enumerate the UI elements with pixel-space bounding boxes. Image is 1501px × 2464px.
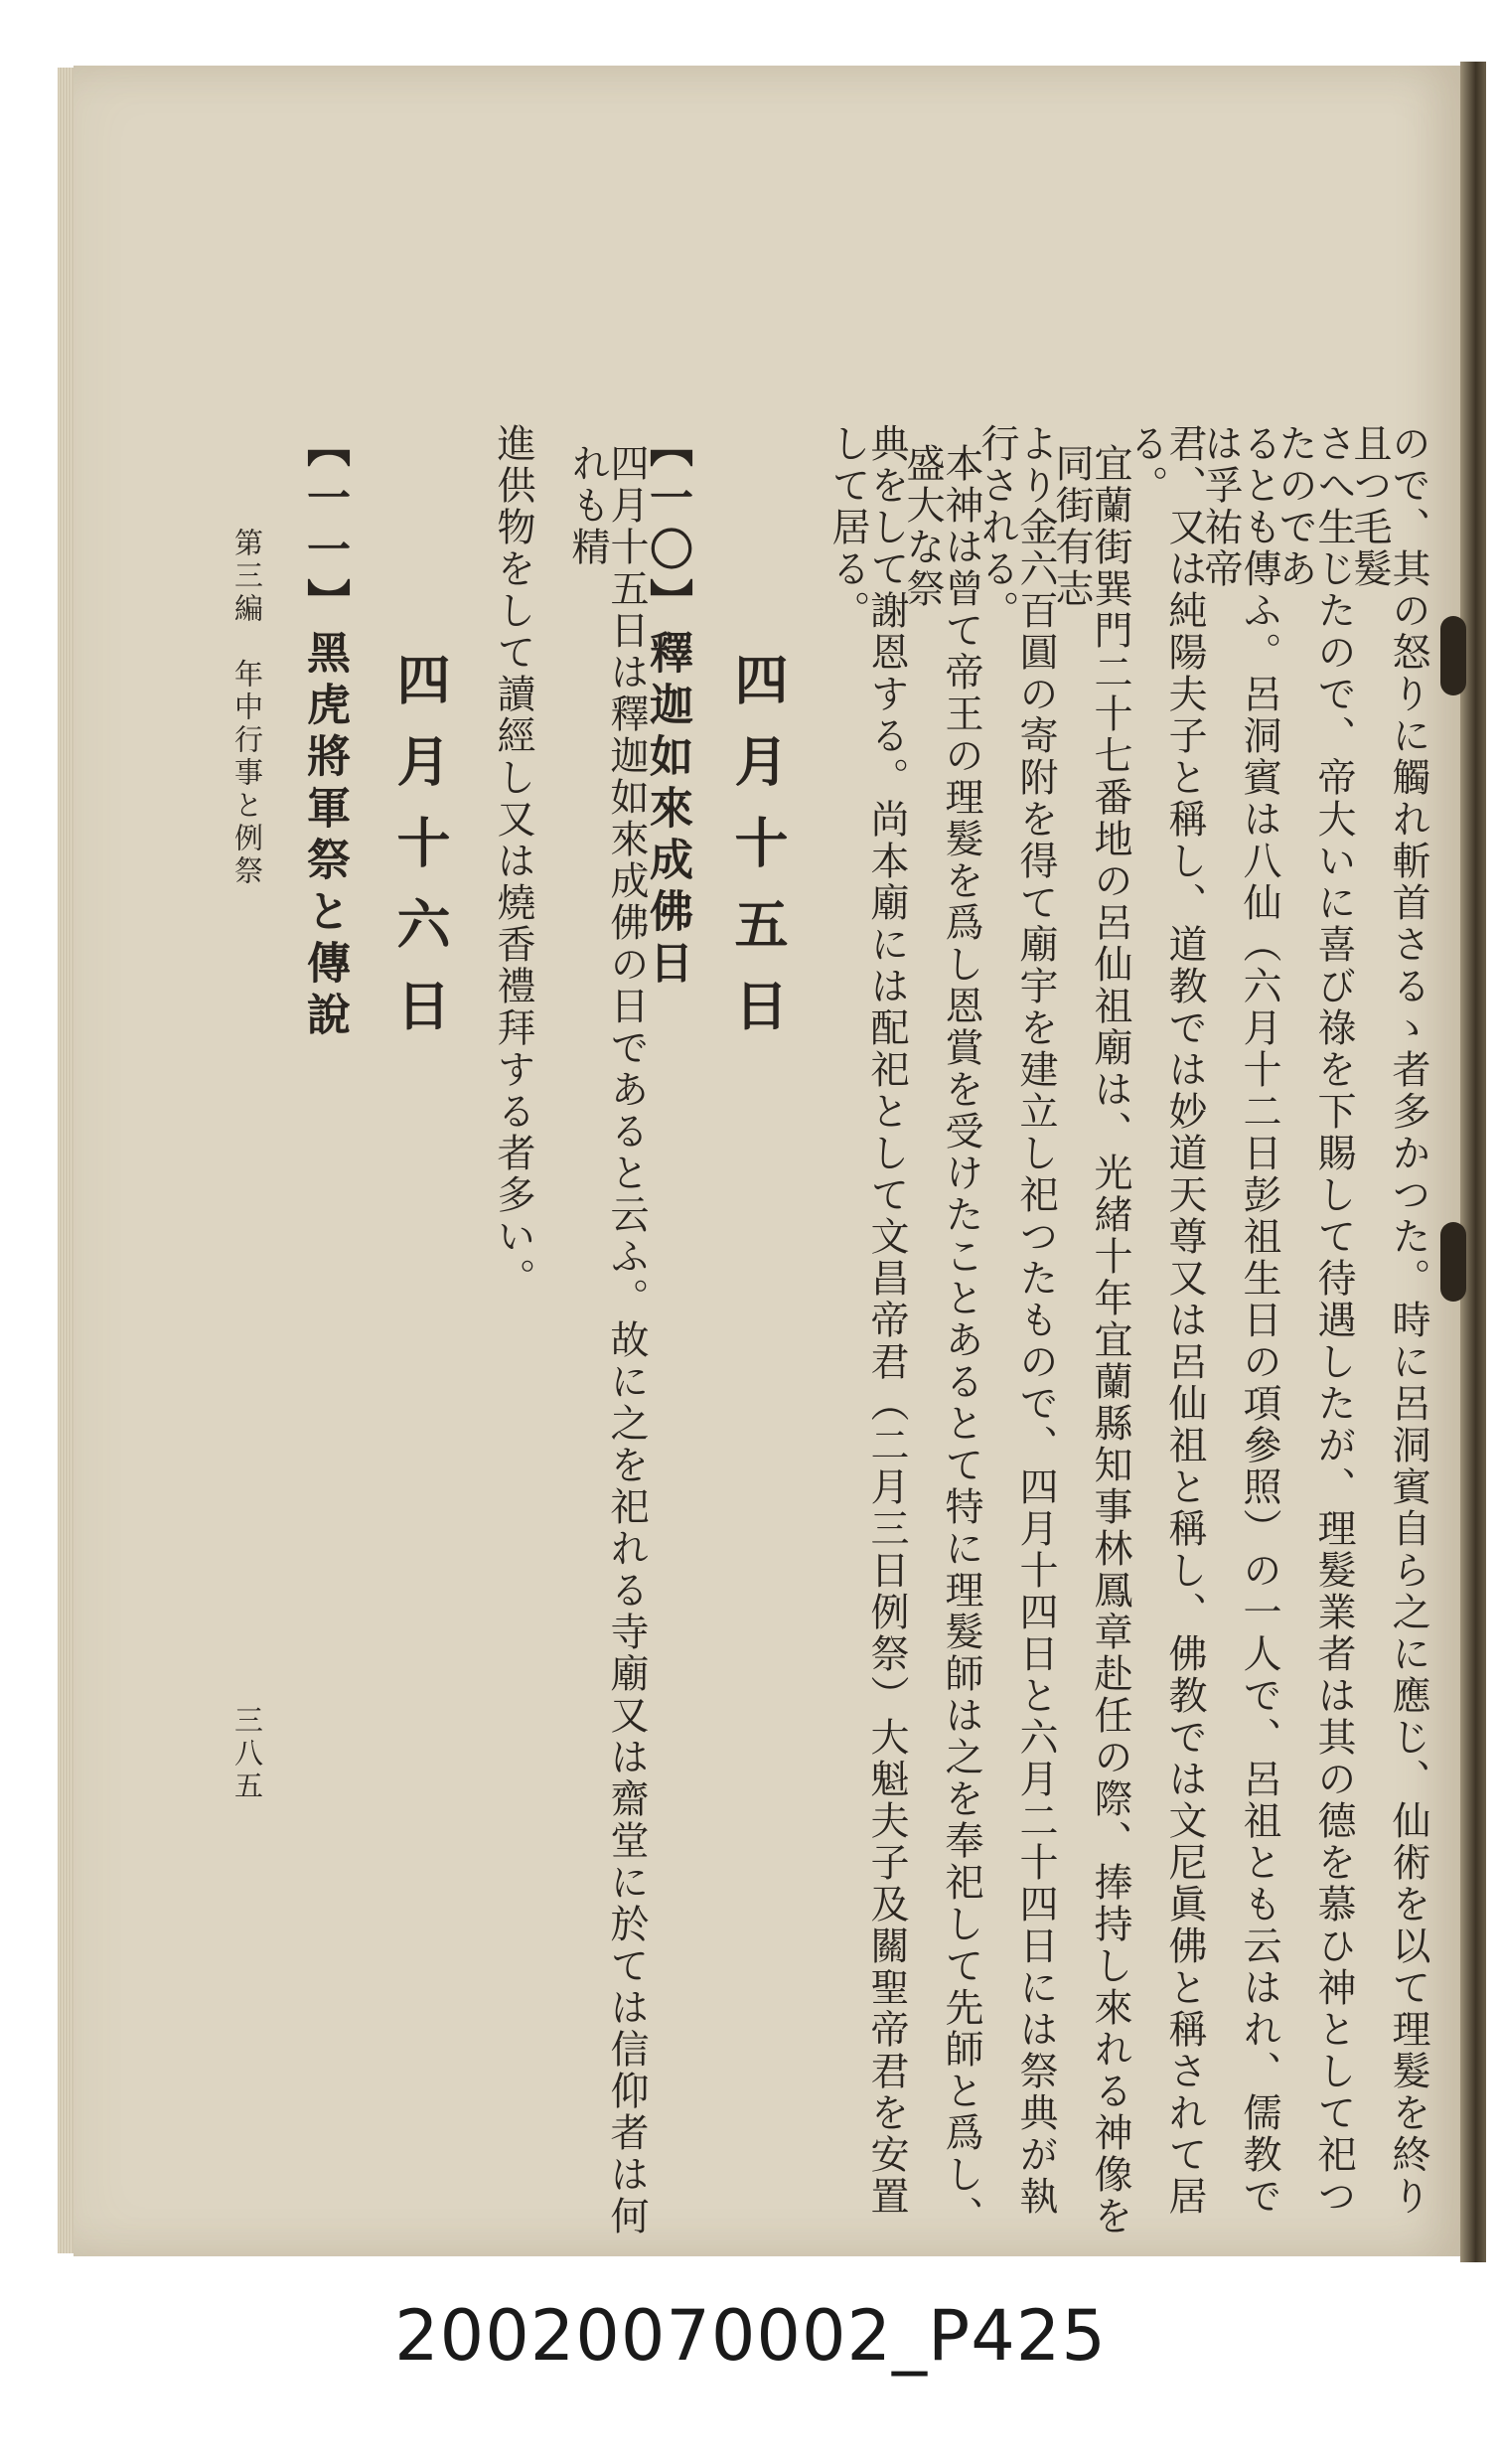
section-10-body-line-1: 四月十五日は釋迦如來成佛の日であると云ふ。故に之を祀れる寺廟又は齋堂に於ては信仰者は何れも精 [565, 443, 649, 2237]
image-caption: 20020070002_P425 [394, 2295, 1107, 2377]
binding-hole [1440, 1222, 1466, 1302]
text-column-8: 典をして謝恩する。尚本廟には配祀として文昌帝君（二月三日例祭）大魁夫子及關聖帝君を安置して居る。 [826, 423, 909, 2218]
book-page [74, 66, 1464, 2256]
date-heading-april-15: 四月十五日 [726, 652, 790, 1059]
text-column-7: 本神は曾て帝王の理髮を爲し恩賞を受けたことあるとて特に理髮師は之を奉祀して先師と爲し、盛大な祭 [900, 443, 983, 2237]
date-heading-april-16: 四月十六日 [388, 652, 452, 1059]
binding-hole [1440, 616, 1466, 695]
text-column-5: 宜蘭街巽門二十七番地の呂仙祖廟は、光緒十年宜蘭縣知事林鳳章赴任の際、捧持し來れる神像を同街有志 [1049, 443, 1132, 2237]
page-gutter-edge [1460, 62, 1486, 2262]
page-number: 三八五 [230, 1705, 264, 1803]
text-column-6: より金六百圓の寄附を得て廟宇を建立し祀つたもので、四月十四日と六月二十四日には祭典が執行される。 [975, 423, 1058, 2218]
text-column-2: さへ生じたので、帝大いに喜び祿を下賜して待遇したが、理髮業者は其の德を慕ひ神として祀つたのであ [1273, 423, 1356, 2218]
running-footer: 第三編 年中行事と例祭 [230, 528, 264, 888]
text-column-1: ので、其の怒りに觸れ斬首さるゝ者多かつた。時に呂洞賓自ら之に應じ、仙術を以て理髮を終り且つ毛髮 [1347, 423, 1430, 2218]
section-10-heading: 【一〇】釋迦如來成佛日 [642, 423, 692, 992]
text-column-3: るとも傳ふ。呂洞賓は八仙（六月十二日彭祖生日の項參照）の一人で、呂祖とも云はれ、儒教では孚祐帝 [1198, 423, 1281, 2218]
section-11-heading: 【一一】黑虎將軍祭と傳說 [299, 423, 350, 1043]
section-10-body-line-2: 進供物をして讀經し又は燒香禮拜する者多い。 [491, 423, 535, 1300]
text-column-4: 君、又は純陽夫子と稱し、道教では妙道天尊又は呂仙祖と稱し、佛教では文尼眞佛と稱されて居る。 [1124, 423, 1207, 2218]
